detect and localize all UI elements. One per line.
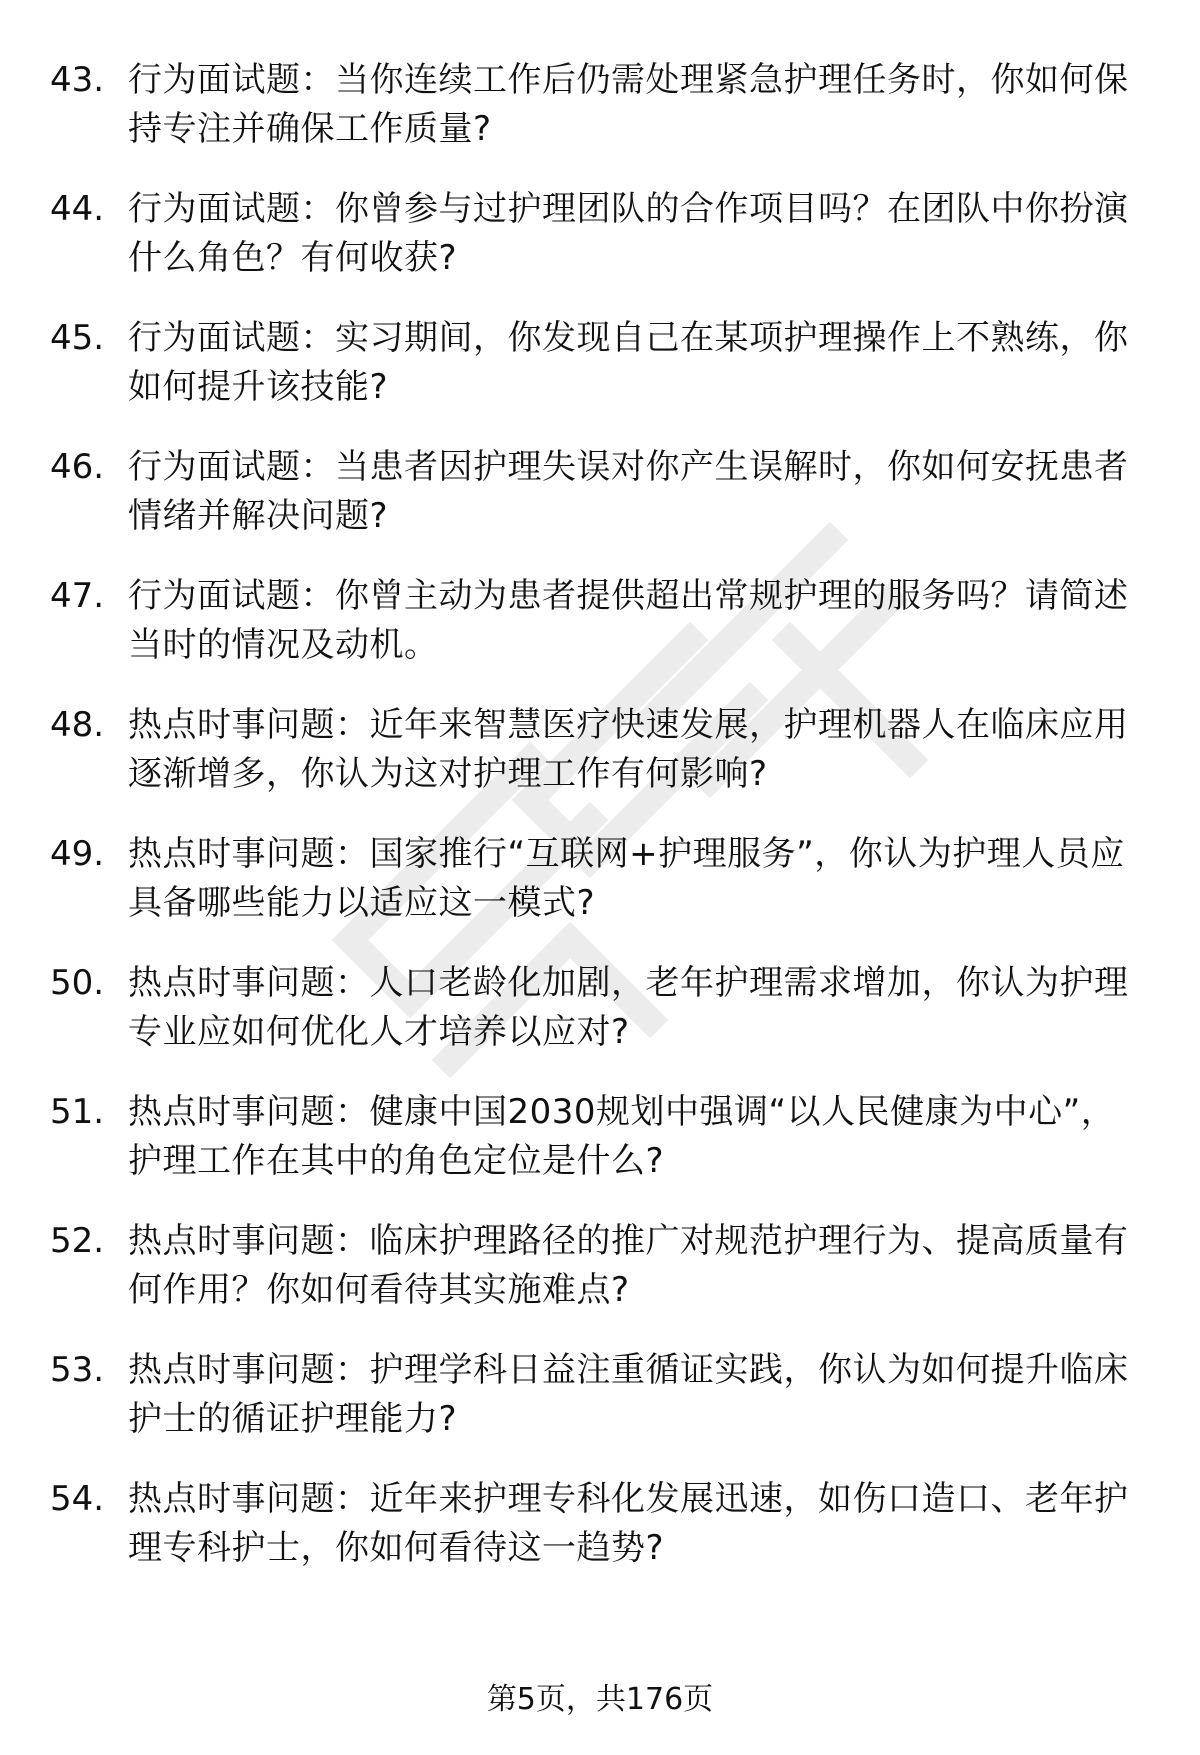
question-text: 行为面试题：实习期间，你发现自己在某项护理操作上不熟练，你如何提升该技能? (128, 318, 1129, 407)
question-text: 热点时事问题：护理学科日益注重循证实践，你认为如何提升临床护士的循证护理能力? (128, 1350, 1129, 1439)
question-text: 行为面试题：你曾参与过护理团队的合作项目吗？在团队中你扮演什么角色？有何收获? (128, 189, 1129, 278)
question-list (0, 56, 1200, 1604)
question-number: 52. (50, 1221, 105, 1261)
question-number: 54. (50, 1479, 105, 1519)
question-text: 行为面试题：当你连续工作后仍需处理紧急护理任务时，你如何保持专注并确保工作质量? (128, 60, 1129, 149)
list-item (0, 314, 1200, 443)
list-item (0, 1088, 1200, 1217)
question-number: 47. (50, 576, 105, 616)
question-number: 51. (50, 1092, 105, 1132)
question-text: 热点时事问题：近年来智慧医疗快速发展，护理机器人在临床应用逐渐增多，你认为这对护理工作有何影响? (128, 705, 1129, 794)
page-number: 第5页，共176页 (486, 1682, 714, 1717)
question-number: 46. (50, 447, 105, 487)
question-number: 53. (50, 1350, 105, 1390)
list-item (0, 572, 1200, 701)
list-item (0, 959, 1200, 1088)
question-number: 45. (50, 318, 105, 358)
question-number: 50. (50, 963, 105, 1003)
question-text: 热点时事问题：人口老龄化加剧，老年护理需求增加，你认为护理专业应如何优化人才培养以应对? (128, 963, 1129, 1052)
question-text: 热点时事问题：国家推行“互联网+护理服务”，你认为护理人员应具备哪些能力以适应这一模式? (128, 834, 1125, 923)
question-text: 热点时事问题：近年来护理专科化发展迅速，如伤口造口、老年护理专科护士，你如何看待这一趋势? (128, 1479, 1129, 1568)
list-item (0, 1475, 1200, 1604)
list-item (0, 1217, 1200, 1346)
question-text: 热点时事问题：健康中国2030规划中强调“以人民健康为中心”，护理工作在其中的角色定位是什么? (128, 1092, 1116, 1181)
question-number: 43. (50, 60, 105, 100)
list-item (0, 830, 1200, 959)
question-number: 44. (50, 189, 105, 229)
question-number: 48. (50, 705, 105, 745)
question-number: 49. (50, 834, 105, 874)
list-item (0, 185, 1200, 314)
list-item (0, 701, 1200, 830)
list-item (0, 56, 1200, 185)
list-item (0, 443, 1200, 572)
question-text: 行为面试题：当患者因护理失误对你产生误解时，你如何安抚患者情绪并解决问题? (128, 447, 1129, 536)
list-item (0, 1346, 1200, 1475)
question-text: 热点时事问题：临床护理路径的推广对规范护理行为、提高质量有何作用？你如何看待其实施难点? (128, 1221, 1129, 1310)
question-text: 行为面试题：你曾主动为患者提供超出常规护理的服务吗？请简述当时的情况及动机。 (128, 576, 1129, 665)
